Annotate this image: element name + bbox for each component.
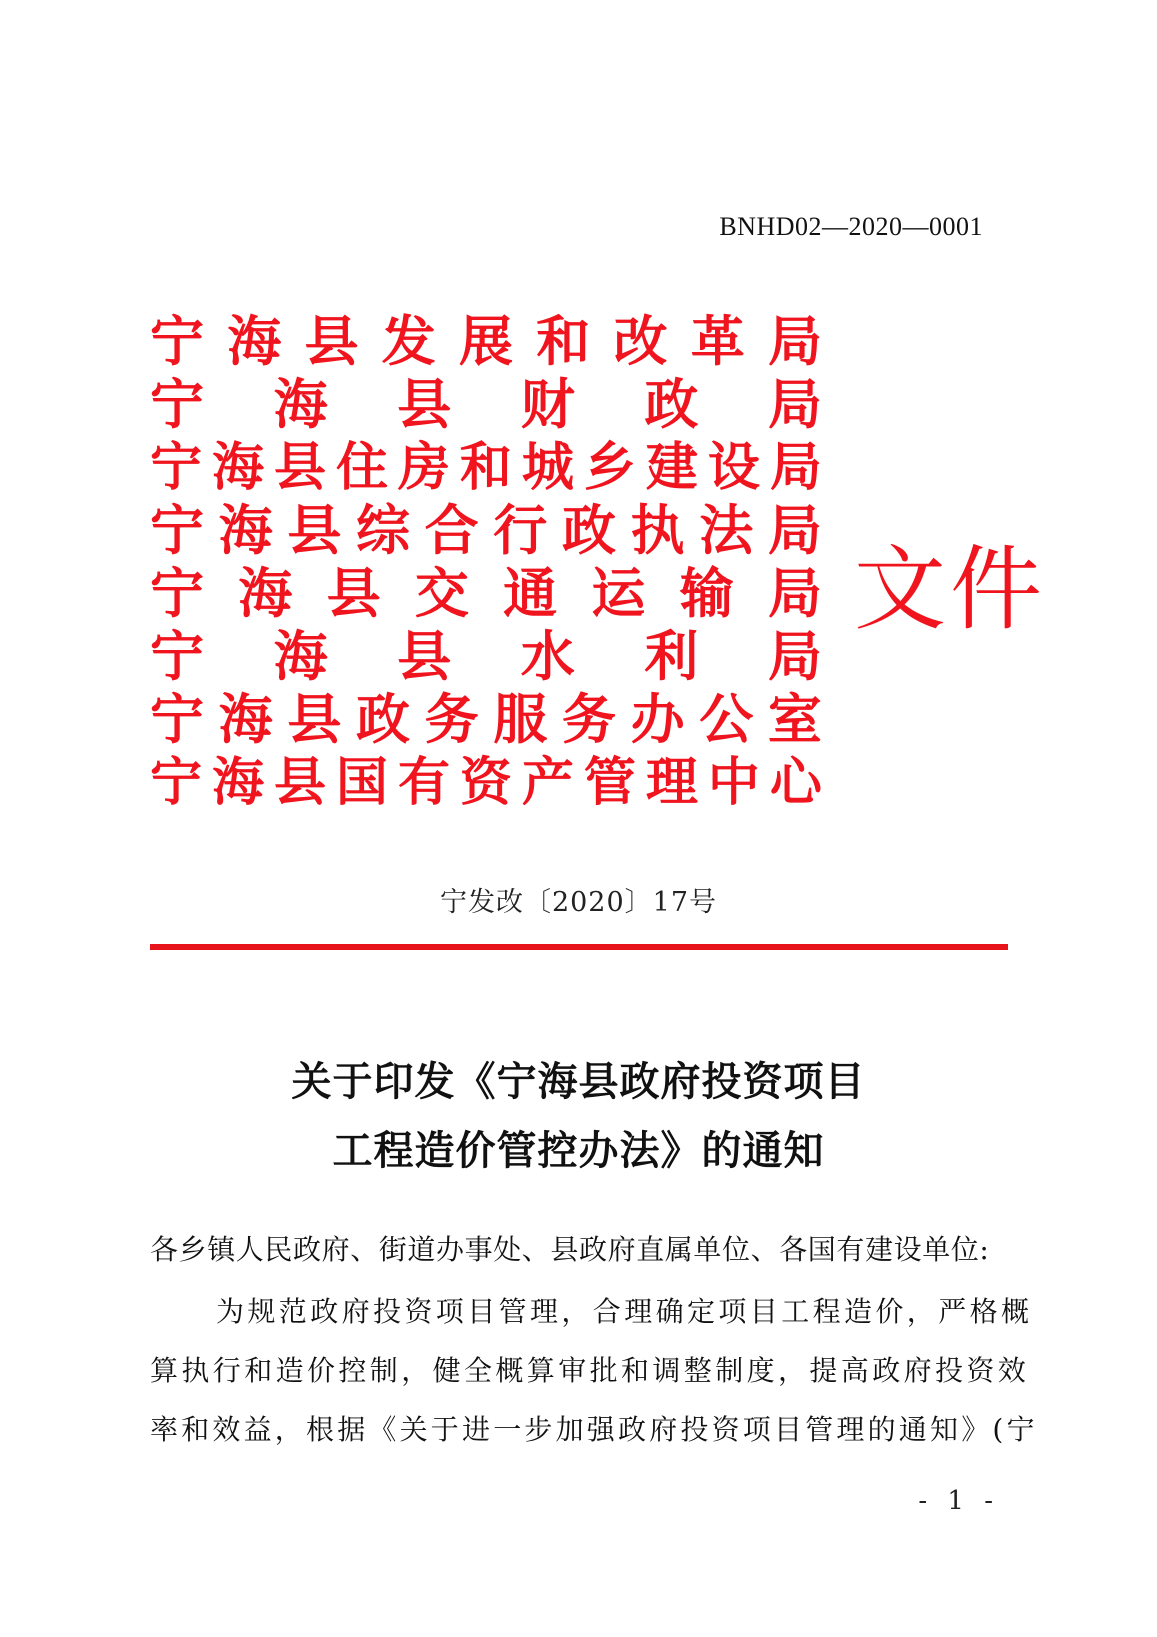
issuer-1 [150, 373, 822, 436]
issuer-char: 县 [326, 561, 381, 625]
issuer-char: 海 [227, 309, 282, 373]
issuer-char: 宁 [150, 372, 204, 436]
issuer-char: 城 [521, 437, 574, 498]
issuer-char: 县 [397, 372, 452, 436]
paragraph-line: 算执行和造价控制，健全概算审批和调整制度，提高政府投资效 [150, 1354, 1030, 1387]
issuer-char: 局 [767, 498, 822, 562]
issuer-char: 中 [707, 752, 760, 813]
issuer-char: 县 [304, 309, 359, 373]
issuing-agencies [150, 310, 822, 814]
issuer-char: 海 [218, 498, 273, 562]
issuer-0 [150, 310, 822, 373]
issuer-char: 财 [520, 372, 575, 436]
issuer-7 [150, 751, 822, 814]
issuer-char: 房 [397, 437, 450, 498]
issuer-char: 和 [536, 309, 591, 373]
issuer-char: 有 [397, 752, 450, 813]
title-line-2: 工程造价管控办法》的通知 [332, 1127, 825, 1174]
salutation: 各乡镇人民政府、街道办事处、县政府直属单位、各国有建设单位: [150, 1233, 990, 1266]
issuer-char: 宁 [150, 687, 204, 751]
issuer-char: 资 [459, 752, 512, 813]
issuer-char: 政 [355, 687, 410, 751]
issuer-char: 海 [218, 687, 273, 751]
issuer-char: 务 [424, 687, 479, 751]
issuer-char: 宁 [150, 309, 204, 373]
issuer-char: 宁 [150, 437, 203, 498]
issuer-char: 宁 [150, 624, 204, 688]
issuer-5 [150, 625, 822, 688]
issuer-char: 县 [273, 752, 326, 813]
issuer-char: 海 [211, 437, 264, 498]
issuer-char: 政 [644, 372, 699, 436]
issuer-char: 局 [768, 309, 822, 373]
issuer-char: 宁 [150, 752, 203, 813]
issuer-char: 国 [335, 752, 388, 813]
issuer-char: 海 [238, 561, 293, 625]
page-number: - 1 - [918, 1486, 999, 1516]
issuer-char: 输 [679, 561, 734, 625]
issuer-char: 设 [707, 437, 760, 498]
issuer-char: 海 [273, 372, 328, 436]
issuer-char: 局 [767, 372, 822, 436]
issuer-char: 县 [273, 437, 326, 498]
issuer-char: 局 [767, 561, 822, 625]
issuer-char: 利 [644, 624, 699, 688]
paragraph-line: 率和效益，根据《关于进一步加强政府投资项目管理的通知》(宁 [150, 1413, 1038, 1446]
issuer-2 [150, 436, 822, 499]
issuer-char: 政 [561, 498, 616, 562]
issuer-char: 海 [211, 752, 264, 813]
issuer-char: 局 [767, 624, 822, 688]
issuer-char: 县 [287, 498, 342, 562]
issuer-char: 局 [769, 437, 822, 498]
document-code: BNHD02—2020—0001 [719, 212, 983, 241]
issuer-char: 服 [493, 687, 548, 751]
issuer-char: 展 [459, 309, 513, 373]
issuer-char: 海 [273, 624, 328, 688]
issuer-char: 管 [583, 752, 636, 813]
issuer-char: 综 [355, 498, 410, 562]
red-divider [150, 944, 1008, 950]
issuer-3 [150, 499, 822, 562]
issuer-char: 执 [630, 498, 685, 562]
issuer-char: 建 [645, 437, 698, 498]
issuer-char: 行 [493, 498, 548, 562]
issuer-char: 改 [613, 309, 668, 373]
issuer-char: 交 [414, 561, 469, 625]
issuer-char: 合 [424, 498, 479, 562]
issuer-char: 革 [690, 309, 745, 373]
issuer-char: 乡 [583, 437, 636, 498]
file-label: 文件 [854, 536, 1047, 643]
issuer-char: 法 [699, 498, 754, 562]
issuer-char: 公 [699, 687, 754, 751]
issuer-char: 心 [769, 752, 822, 813]
issuer-char: 县 [287, 687, 342, 751]
issuer-char: 理 [645, 752, 698, 813]
document-number: 宁发改〔2020〕17号 [439, 887, 718, 918]
paragraph-line: 为规范政府投资项目管理，合理确定项目工程造价，严格概 [216, 1295, 1033, 1328]
issuer-char: 和 [459, 437, 512, 498]
issuer-4 [150, 562, 822, 625]
issuer-char: 运 [591, 561, 646, 625]
issuer-char: 办 [630, 687, 685, 751]
issuer-char: 县 [397, 624, 452, 688]
title-line-1: 关于印发《宁海县政府投资项目 [291, 1058, 866, 1105]
issuer-char: 宁 [150, 498, 204, 562]
issuer-6 [150, 688, 822, 751]
issuer-char: 通 [503, 561, 558, 625]
issuer-char: 住 [335, 437, 388, 498]
issuer-char: 产 [521, 752, 574, 813]
issuer-char: 发 [381, 309, 436, 373]
issuer-char: 水 [520, 624, 575, 688]
issuer-char: 室 [767, 687, 822, 751]
issuer-char: 宁 [150, 561, 204, 625]
issuer-char: 务 [561, 687, 616, 751]
